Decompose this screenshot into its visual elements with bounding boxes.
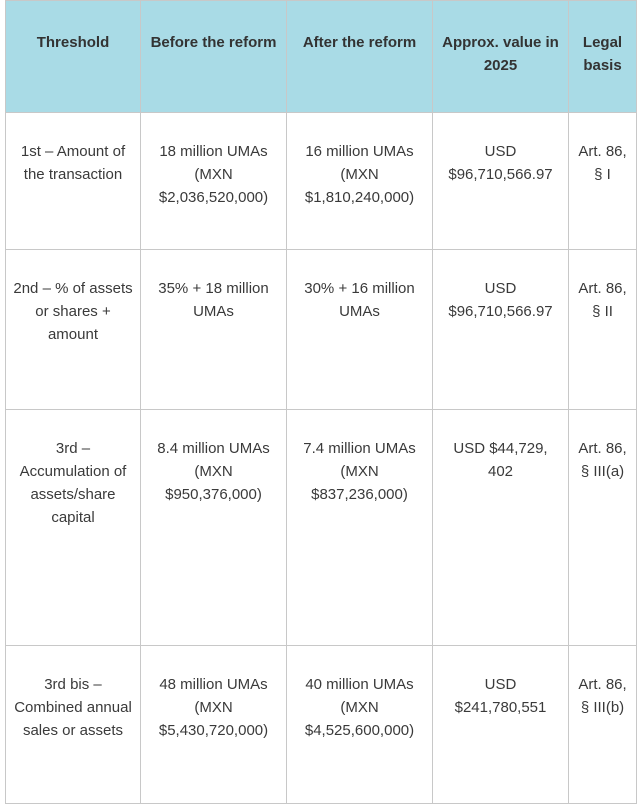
cell-after: 16 million UMAs (MXN $1,810,240,000) xyxy=(287,113,433,250)
cell-before: 35% + 18 million UMAs xyxy=(141,250,287,410)
cell-legal-basis: Art. 86, § III(a) xyxy=(569,410,637,646)
cell-before: 18 million UMAs (MXN $2,036,520,000) xyxy=(141,113,287,250)
cell-legal-basis: Art. 86, § I xyxy=(569,113,637,250)
table xyxy=(5,0,637,804)
header-after-reform: After the reform xyxy=(287,1,433,113)
cell-value-2025: USD $44,729, 402 xyxy=(433,410,569,646)
header-legal-basis: Legal basis xyxy=(569,1,637,113)
header-row xyxy=(6,1,637,113)
table-row xyxy=(6,113,637,250)
header-threshold: Threshold xyxy=(6,1,141,113)
cell-threshold: 2nd – % of assets or shares + amount xyxy=(6,250,141,410)
table-body xyxy=(6,113,637,804)
cell-after: 40 million UMAs (MXN $4,525,600,000) xyxy=(287,646,433,804)
table-header xyxy=(6,1,637,113)
header-before-reform: Before the reform xyxy=(141,1,287,113)
cell-value-2025: USD $96,710,566.97 xyxy=(433,250,569,410)
cell-value-2025: USD $96,710,566.97 xyxy=(433,113,569,250)
threshold-comparison-table xyxy=(5,0,636,804)
cell-value-2025: USD $241,780,551 xyxy=(433,646,569,804)
cell-legal-basis: Art. 86, § III(b) xyxy=(569,646,637,804)
cell-after: 7.4 million UMAs (MXN $837,236,000) xyxy=(287,410,433,646)
table-row xyxy=(6,646,637,804)
cell-before: 48 million UMAs (MXN $5,430,720,000) xyxy=(141,646,287,804)
header-approx-value-2025: Approx. value in 2025 xyxy=(433,1,569,113)
cell-legal-basis: Art. 86, § II xyxy=(569,250,637,410)
cell-threshold: 1st – Amount of the transaction xyxy=(6,113,141,250)
cell-threshold: 3rd – Accumulation of assets/share capital xyxy=(6,410,141,646)
table-row xyxy=(6,410,637,646)
cell-threshold: 3rd bis – Combined annual sales or assets xyxy=(6,646,141,804)
table-row xyxy=(6,250,637,410)
cell-before: 8.4 million UMAs (MXN $950,376,000) xyxy=(141,410,287,646)
cell-after: 30% + 16 million UMAs xyxy=(287,250,433,410)
